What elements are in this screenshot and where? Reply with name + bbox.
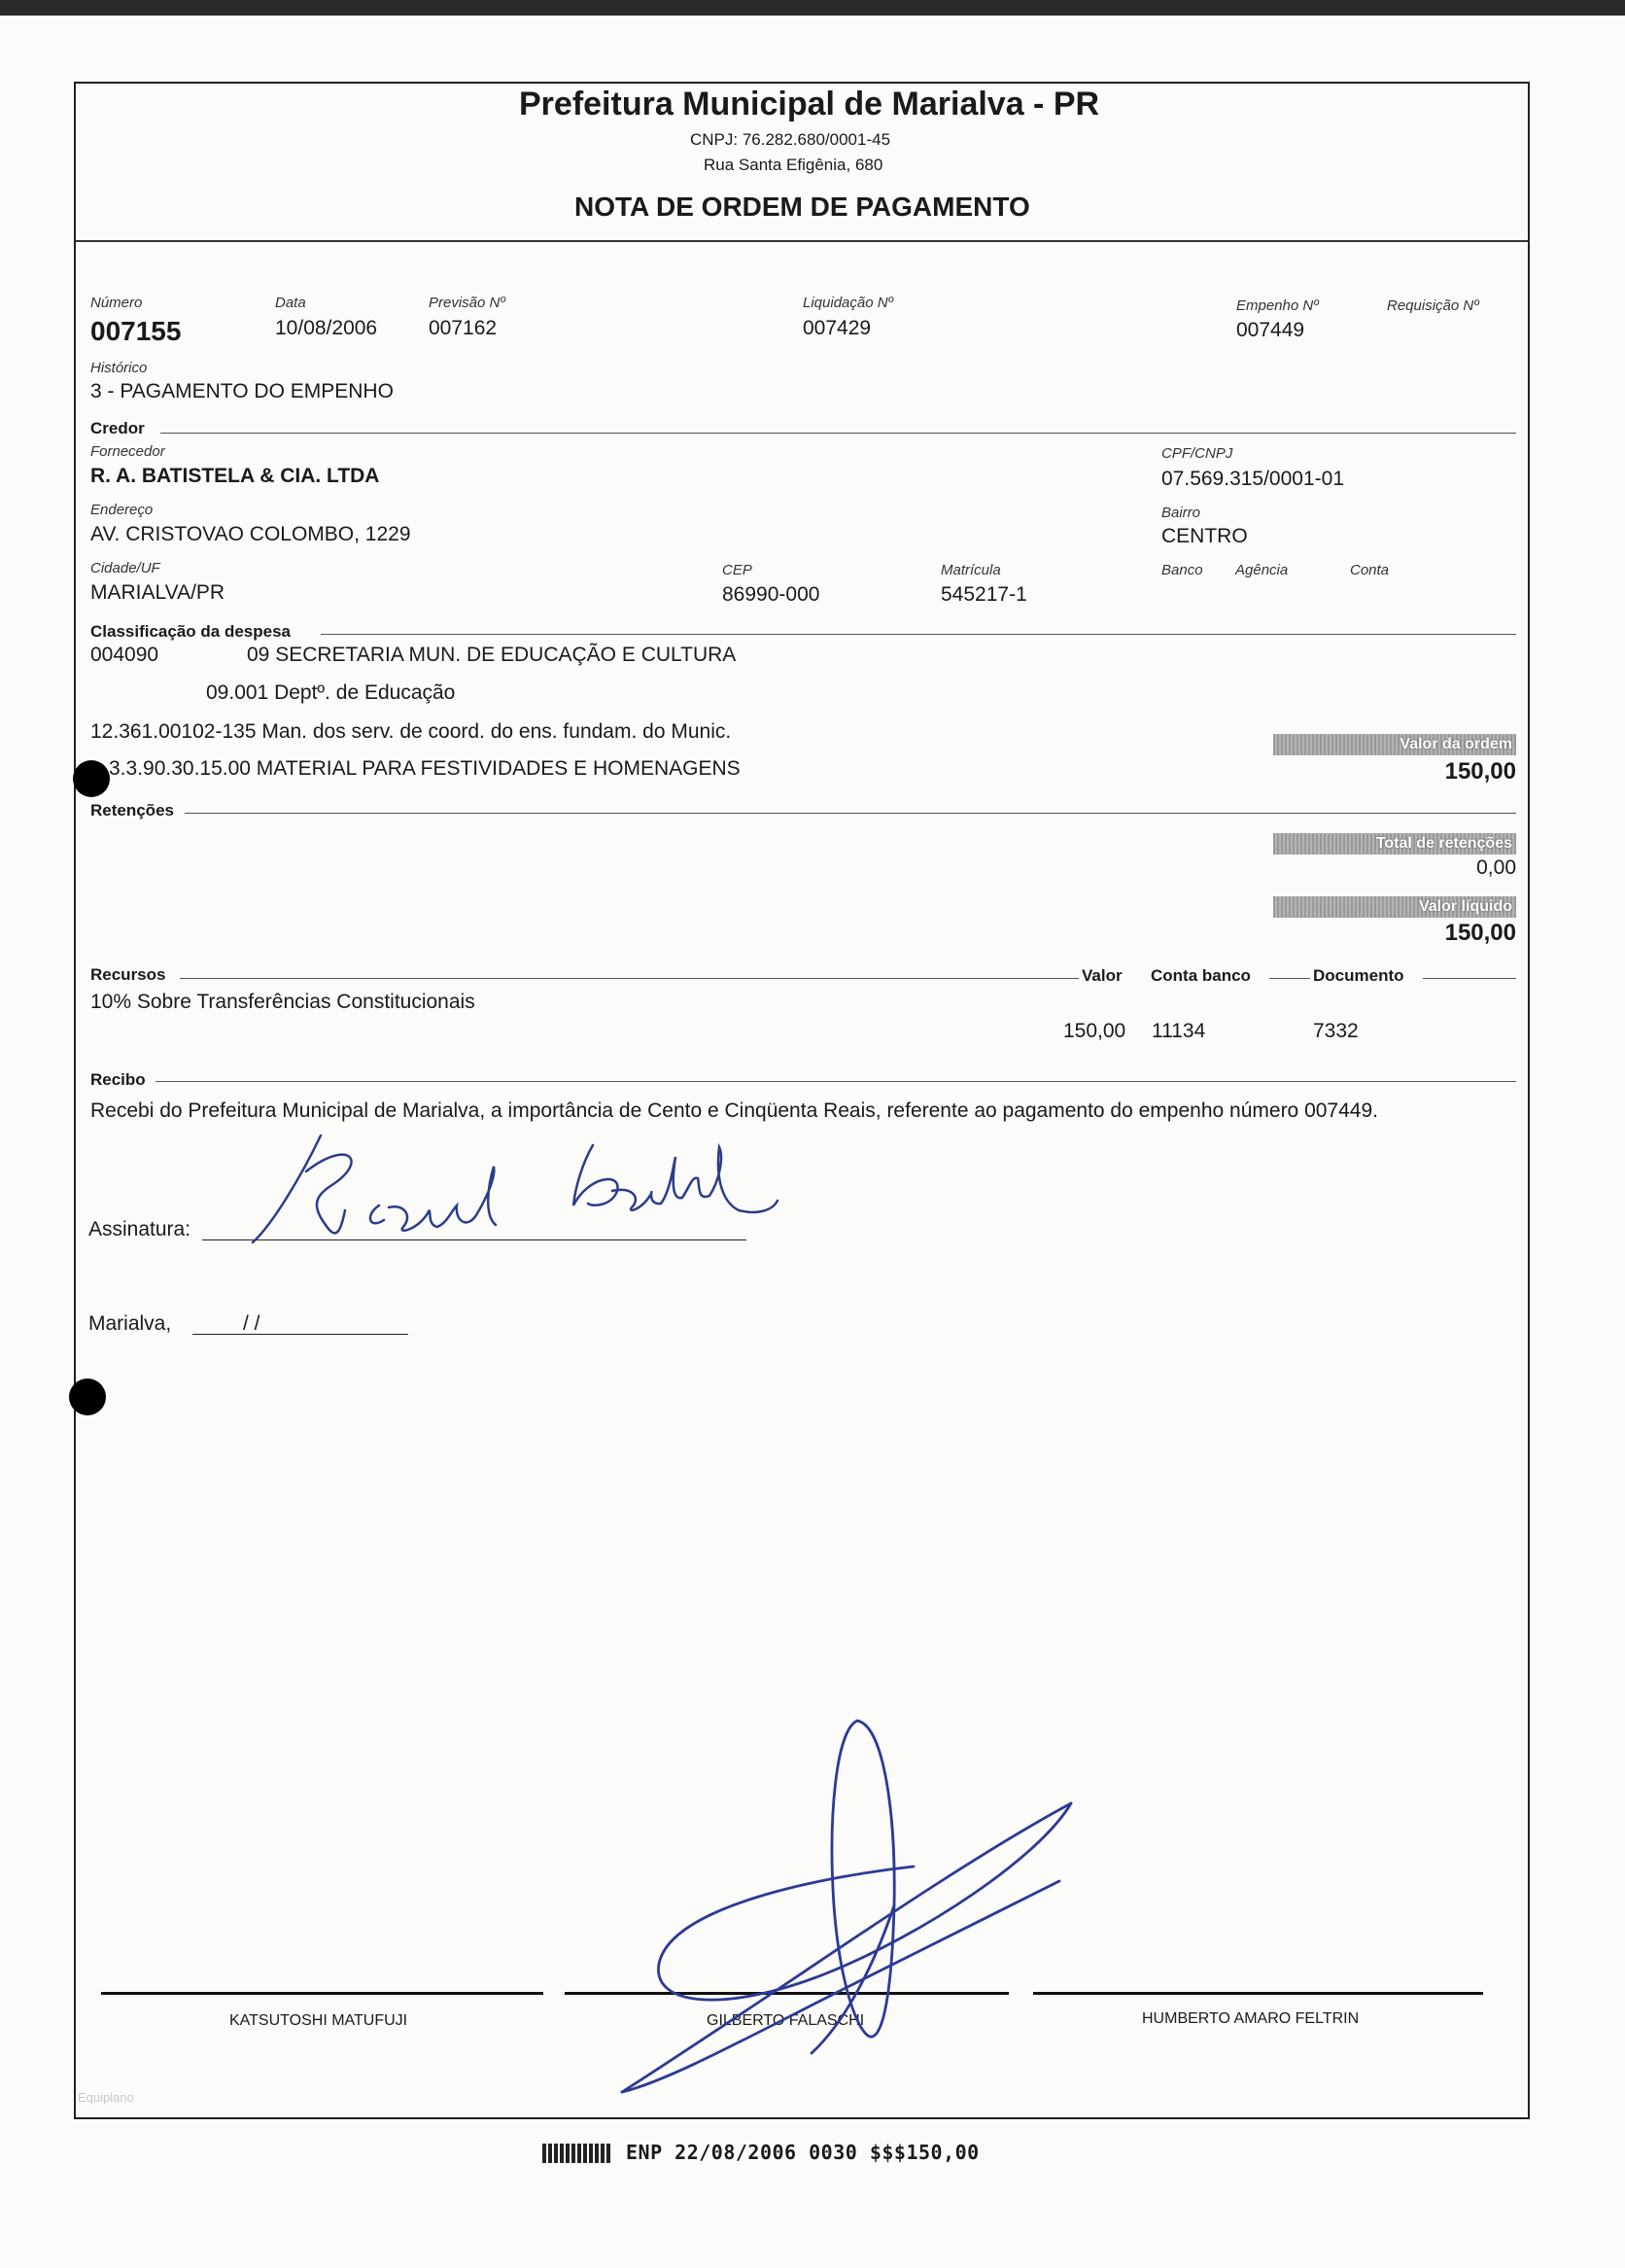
- conta-banco-col-header: Conta banco: [1151, 966, 1251, 985]
- cnpj-text: CNPJ: 76.282.680/0001-45: [690, 130, 891, 149]
- cep-label: CEP: [722, 562, 752, 578]
- data-label: Data: [275, 295, 306, 311]
- agencia-label: Agência: [1235, 562, 1289, 578]
- footer-faint-text: Equiplano: [78, 2090, 134, 2105]
- matricula-label: Matrícula: [941, 562, 1001, 578]
- recursos-rule-3: [1423, 978, 1516, 979]
- retencoes-section: Retenções: [90, 801, 174, 820]
- address-text: Rua Santa Efigênia, 680: [704, 156, 883, 174]
- secretaria-text: 09 SECRETARIA MUN. DE EDUCAÇÃO E CULTURA: [247, 644, 737, 666]
- documento-col-header: Documento: [1313, 966, 1404, 985]
- receipt-stamp: ENP 22/08/2006 0030 $$$150,00: [626, 2141, 980, 2164]
- cep-value: 86990-000: [722, 583, 820, 606]
- recursos-valor: 150,00: [1063, 1020, 1126, 1042]
- endereco-value: AV. CRISTOVAO COLOMBO, 1229: [90, 523, 411, 545]
- numero-value: 007155: [90, 316, 182, 346]
- liquidacao-value: 007429: [803, 317, 872, 339]
- fornecedor-value: R. A. BATISTELA & CIA. LTDA: [90, 465, 380, 487]
- fornecedor-label: Fornecedor: [90, 443, 165, 460]
- programa-text: 12.361.00102-135 Man. dos serv. de coord. do ens. fundam. do Munic.: [90, 720, 732, 743]
- departamento-text: 09.001 Deptº. de Educação: [206, 681, 456, 704]
- credor-rule: [160, 433, 1516, 434]
- empenho-value: 007449: [1236, 319, 1305, 341]
- local-label: Marialva,: [88, 1312, 172, 1335]
- endereco-label: Endereço: [90, 502, 154, 518]
- historico-label: Histórico: [90, 360, 148, 376]
- historico-value: 3 - PAGAMENTO DO EMPENHO: [90, 380, 394, 402]
- recursos-documento: 7332: [1313, 1020, 1359, 1042]
- classificacao-rule: [321, 634, 1516, 635]
- director-signature: [603, 1711, 1108, 2119]
- retencoes-rule: [185, 813, 1516, 814]
- signatory-2: GILBERTO FALASCHI: [707, 2012, 865, 2029]
- stamp-logo: [542, 2144, 610, 2163]
- valor-ordem-amount: 150,00: [1444, 758, 1516, 785]
- signatory-1: KATSUTOSHI MATUFUJI: [229, 2012, 408, 2029]
- recibo-text: Recebi do Prefeitura Municipal de Marialva, a importância de Cento e Cinqüenta Reais, referente ao pagamento do empenho número 007449.: [90, 1099, 1378, 1122]
- bairro-value: CENTRO: [1161, 525, 1248, 547]
- requisicao-label: Requisição Nº: [1387, 297, 1479, 314]
- valor-liquido-bar: Valor líquido: [1273, 896, 1516, 918]
- recursos-section: Recursos: [90, 965, 166, 984]
- assinatura-label: Assinatura:: [88, 1218, 191, 1240]
- valor-liquido-amount: 150,00: [1444, 920, 1516, 946]
- recursos-rule: [180, 978, 1079, 979]
- classificacao-code: 004090: [90, 644, 159, 666]
- empenho-label: Empenho Nº: [1236, 297, 1319, 314]
- recibo-signature: [233, 1118, 836, 1264]
- date-slashes: / /: [243, 1312, 260, 1335]
- punch-hole-mark: [73, 760, 110, 797]
- numero-label: Número: [90, 295, 143, 311]
- data-value: 10/08/2006: [275, 317, 378, 339]
- bairro-label: Bairro: [1161, 505, 1201, 521]
- recibo-rule: [156, 1081, 1516, 1082]
- valor-ordem-bar: Valor da ordem: [1273, 734, 1516, 755]
- previsao-label: Previsão Nº: [429, 295, 505, 311]
- recursos-descricao: 10% Sobre Transferências Constitucionais: [90, 991, 475, 1013]
- classificacao-section: Classificação da despesa: [90, 622, 292, 641]
- header-divider: [76, 240, 1528, 242]
- credor-section: Credor: [90, 419, 145, 437]
- recursos-rule-2: [1269, 978, 1310, 979]
- signature-line-1: [101, 1992, 543, 1995]
- matricula-value: 545217-1: [941, 583, 1027, 606]
- cidade-value: MARIALVA/PR: [90, 581, 225, 604]
- banco-label: Banco: [1161, 562, 1203, 578]
- conta-label: Conta: [1350, 562, 1390, 578]
- recibo-section: Recibo: [90, 1070, 146, 1089]
- page-title: Prefeitura Municipal de Marialva - PR: [519, 86, 1100, 122]
- signatory-3: HUMBERTO AMARO FELTRIN: [1142, 2010, 1360, 2027]
- recursos-conta-banco: 11134: [1152, 1020, 1206, 1042]
- cidade-label: Cidade/UF: [90, 560, 160, 576]
- scan-top-band: [0, 0, 1625, 16]
- cpf-value: 07.569.315/0001-01: [1161, 468, 1345, 490]
- date-line: [192, 1334, 408, 1335]
- total-retencoes-bar: Total de retenções: [1273, 833, 1516, 855]
- liquidacao-label: Liquidação Nº: [803, 295, 894, 311]
- document-title: NOTA DE ORDEM DE PAGAMENTO: [574, 192, 1030, 222]
- previsao-value: 007162: [429, 317, 498, 339]
- cpf-label: CPF/CNPJ: [1161, 445, 1233, 462]
- punch-hole-mark-2: [69, 1378, 106, 1415]
- valor-col-header: Valor: [1082, 966, 1123, 985]
- elemento-text: 3.3.90.30.15.00 MATERIAL PARA FESTIVIDADES E HOMENAGENS: [109, 757, 741, 780]
- total-retencoes-amount: 0,00: [1476, 856, 1516, 879]
